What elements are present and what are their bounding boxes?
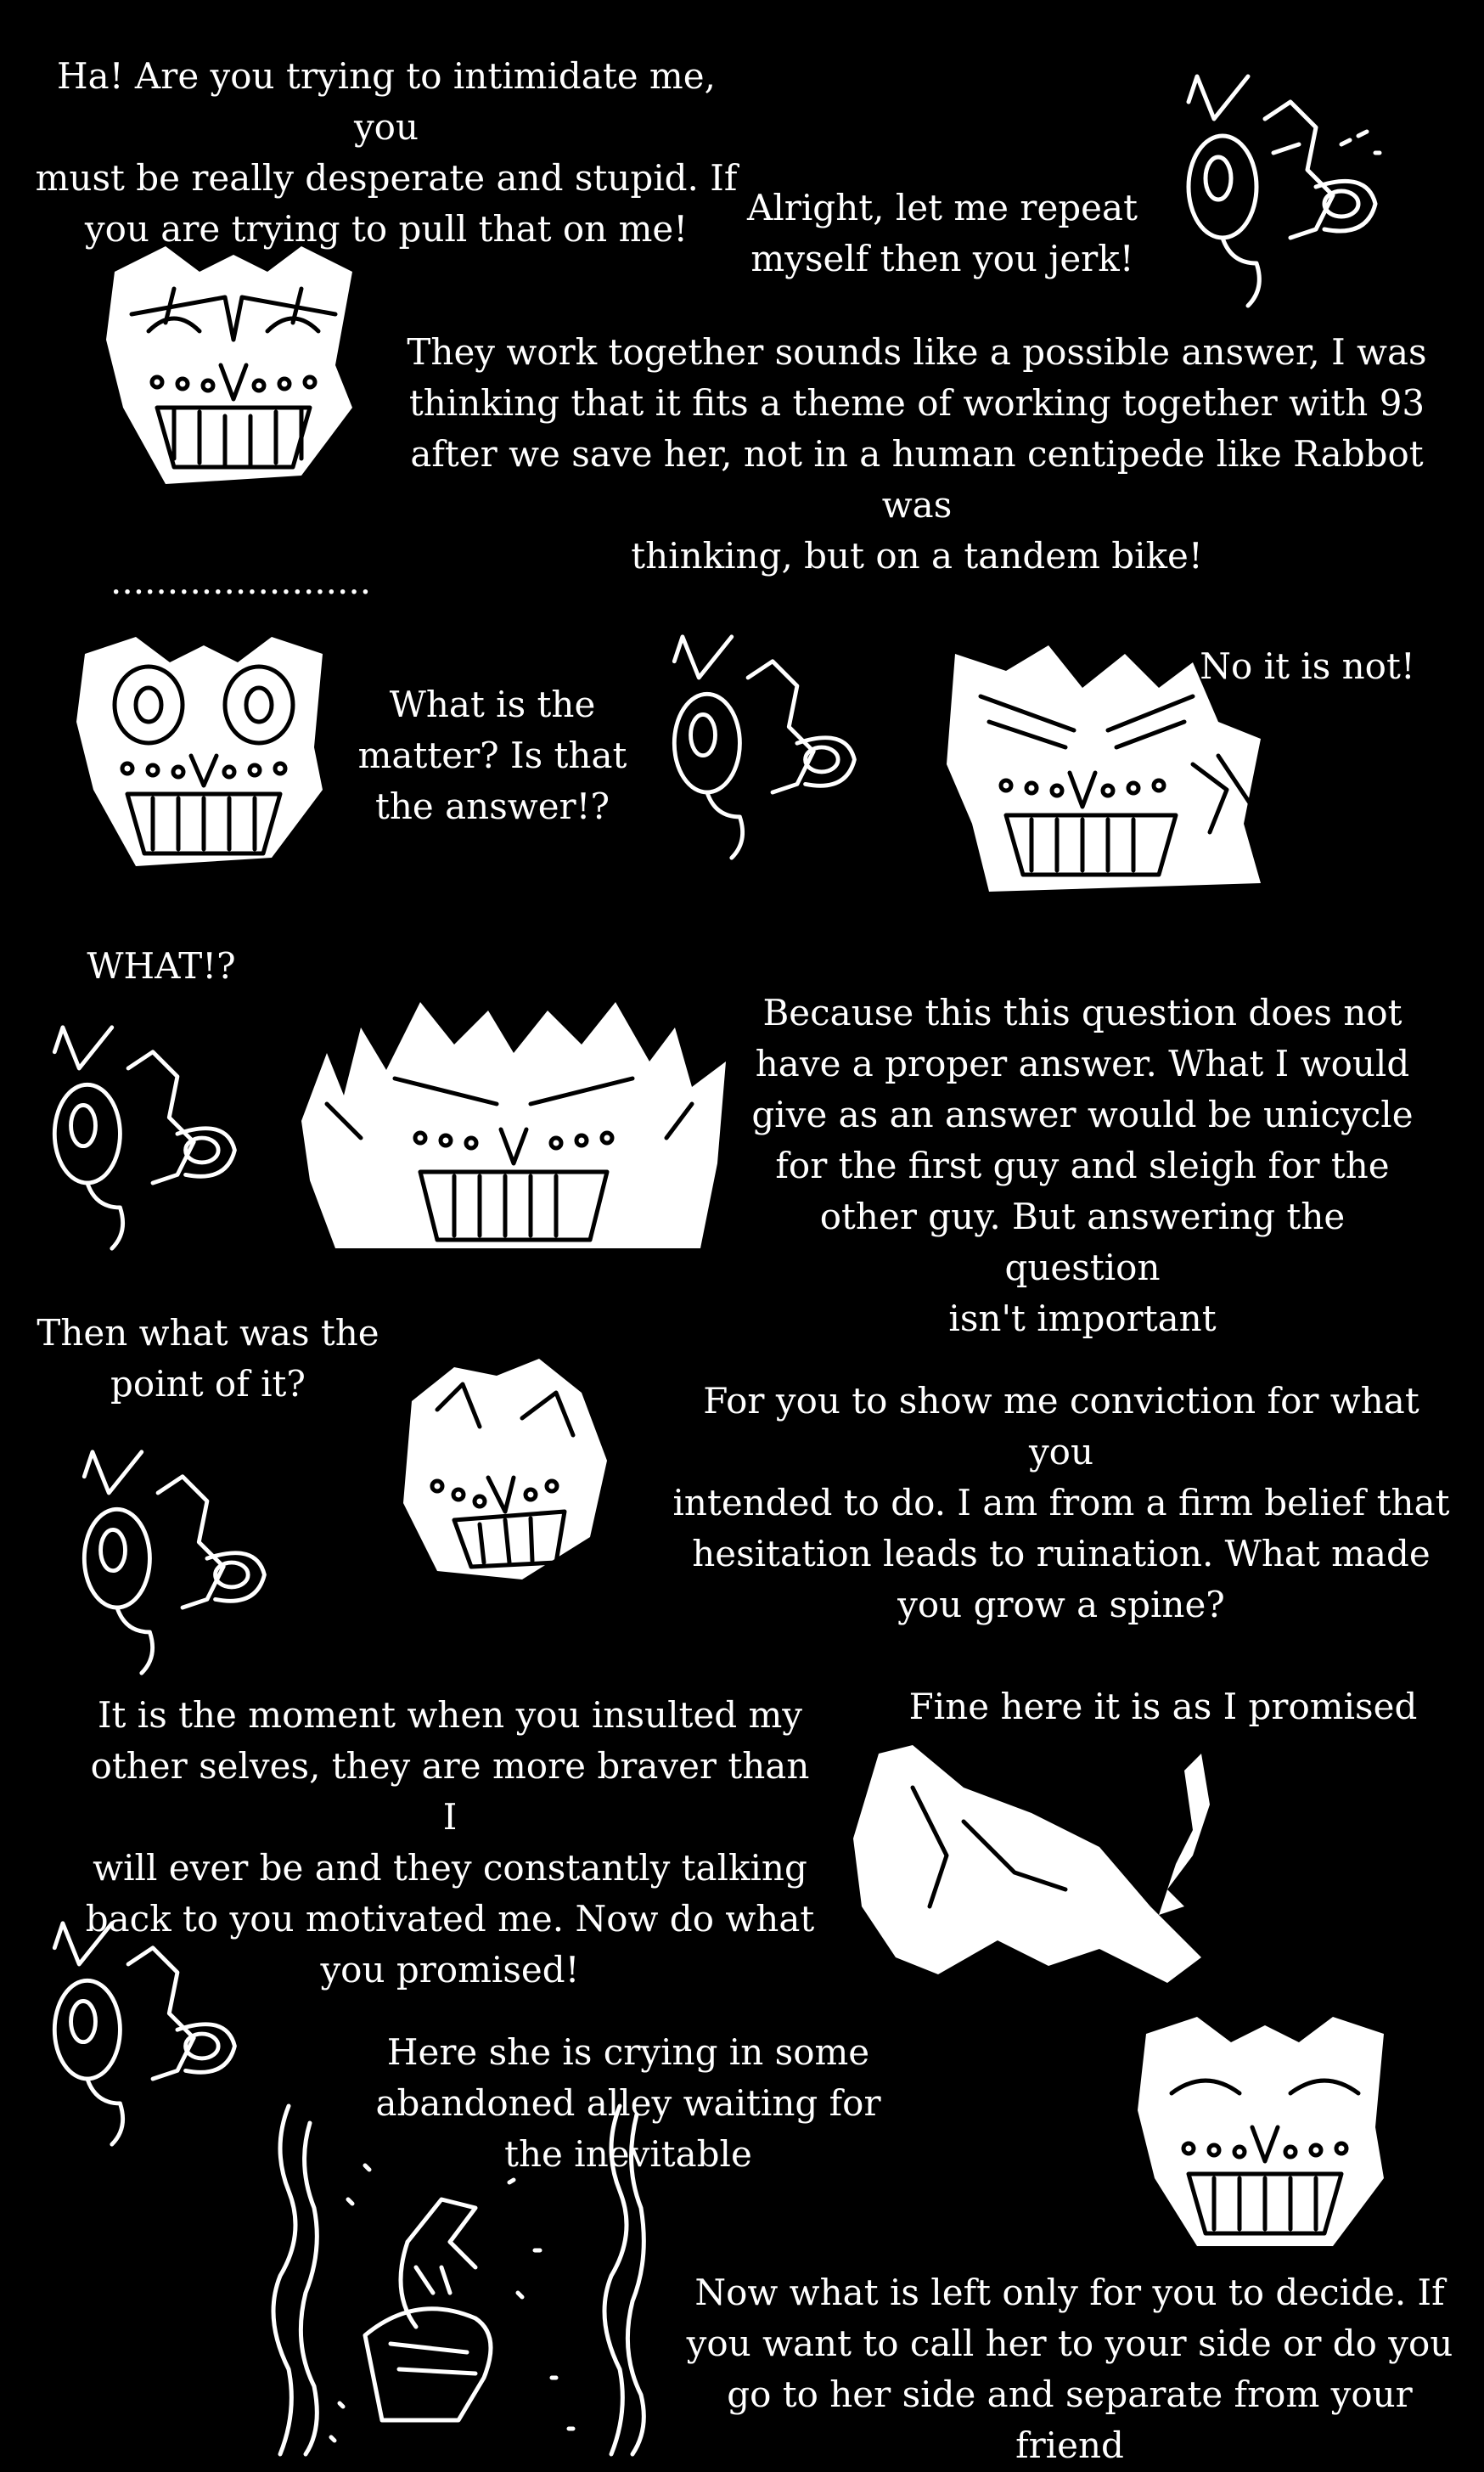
mask-face-figure <box>386 1350 616 1588</box>
dialogue-6: WHAT!? <box>87 945 236 987</box>
dialogue-12: Here she is crying in some abandoned alley waiting for the inevitable <box>375 2031 881 2175</box>
dialogue-9: For you to show me conviction for what you intended to do. I am from a firm belief that hesitation leads to ruination. What made you grow a spine? <box>672 1380 1450 1625</box>
dialogue-8: Then what was the point of it? <box>37 1312 379 1405</box>
dialogue-10: It is the moment when you insulted my other selves, they are more braver than I will ever be and they constantly talking back to you motivated me. Now do what you promised! <box>85 1694 815 1991</box>
mask-face-figure <box>1129 2008 1401 2255</box>
dialogue-7: Because this this question does not have a proper answer. What I would give as an answer would be unicycle for the first guy and sleigh for the other guy. But answering the question isn't important <box>751 992 1414 1339</box>
mask-face-figure <box>68 620 340 875</box>
small-robot-figure <box>68 1439 297 1686</box>
dialogue-2: Alright, let me repeat myself then you jerk! <box>747 187 1138 279</box>
dialogue-11: Fine here it is as I promised <box>908 1686 1418 1727</box>
mask-face-figure <box>293 994 734 1257</box>
mask-face-figure <box>98 238 369 493</box>
dialogue-5: No it is not! <box>1200 645 1415 687</box>
crying-girl-figure <box>195 2098 671 2463</box>
dialogue-4: What is the matter? Is that the answer!? <box>357 684 627 827</box>
dialogue-13: Now what is left only for you to decide. If you want to call her to your side or do you go to her side and separate from your friend <box>686 2272 1453 2466</box>
mask-face-figure <box>938 637 1269 900</box>
dialogue-1: Ha! Are you trying to intimidate me, you must be really desperate and stupid. If you are trying to pull that on me! <box>35 55 738 250</box>
ellipsis: ....................... <box>110 560 372 602</box>
small-robot-figure <box>38 1015 267 1261</box>
small-robot-figure <box>658 628 887 866</box>
hand-shadow-figure <box>845 1737 1235 1991</box>
dialogue-3: They work together sounds like a possible answer, I was thinking that it fits a theme of working together with 93 after we save her, not in a human centipede like Rabbot was thinking, but on a tandem bike! <box>407 331 1427 577</box>
small-robot-figure <box>1172 68 1409 314</box>
